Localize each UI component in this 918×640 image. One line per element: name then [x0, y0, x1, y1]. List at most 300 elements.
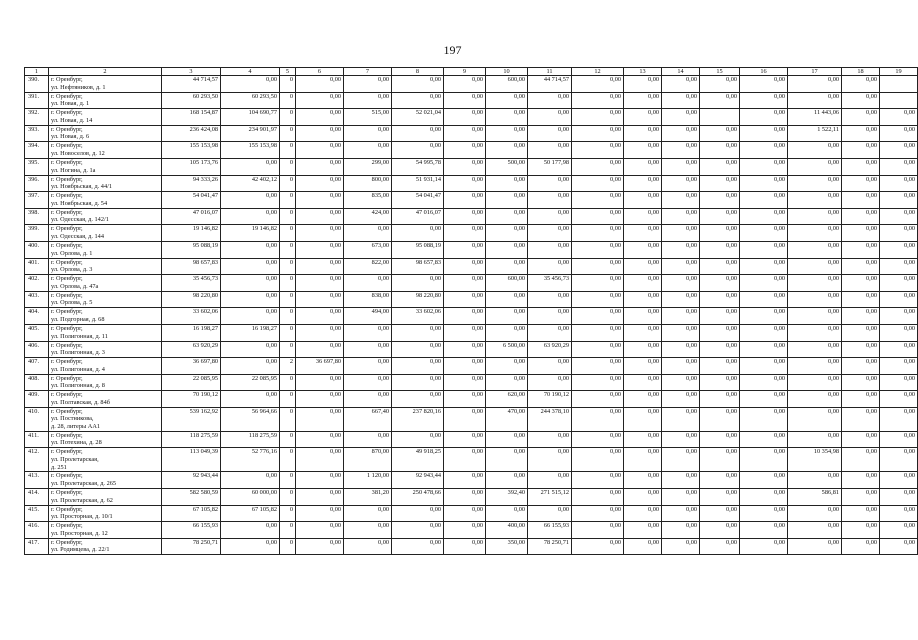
value-cell: 0,00: [486, 92, 528, 109]
value-cell: 0,00: [662, 448, 700, 472]
table-row: [25, 125, 918, 142]
value-cell: 0,00: [842, 391, 880, 408]
value-cell: 236 424,08: [162, 125, 221, 142]
value-cell: 0: [280, 505, 296, 522]
value-cell: 838,00: [344, 291, 392, 308]
value-cell: 0,00: [624, 241, 662, 258]
value-cell: 0,00: [662, 92, 700, 109]
value-cell: 0,00: [444, 291, 486, 308]
address-cell: [49, 448, 162, 472]
value-cell: 0,00: [624, 431, 662, 448]
value-cell: 0,00: [740, 407, 788, 431]
value-cell: 63 920,29: [528, 341, 572, 358]
value-cell: 155 153,98: [162, 142, 221, 159]
value-cell: 98 220,80: [392, 291, 444, 308]
value-cell: 0,00: [740, 192, 788, 209]
value-cell: 0,00: [700, 192, 740, 209]
table-row: [25, 538, 918, 555]
address-line: ул. Подгорная, д. 68: [51, 315, 105, 323]
column-number-cell: 17: [788, 68, 842, 76]
address-cell: [49, 192, 162, 209]
value-cell: 16 198,27: [162, 324, 221, 341]
value-cell: 0,00: [572, 308, 624, 325]
column-number-cell: 19: [880, 68, 918, 76]
value-cell: 0,00: [880, 275, 918, 292]
value-cell: 0,00: [444, 522, 486, 539]
value-cell: 0: [280, 125, 296, 142]
value-cell: 0,00: [296, 109, 344, 126]
address-cell: [49, 431, 162, 448]
value-cell: 0,00: [344, 125, 392, 142]
value-cell: 0,00: [842, 358, 880, 375]
value-cell: 0,00: [486, 241, 528, 258]
value-cell: 0,00: [572, 431, 624, 448]
value-cell: 0,00: [740, 324, 788, 341]
value-cell: 0,00: [344, 275, 392, 292]
row-index: 406.: [25, 341, 49, 358]
column-number-row: [25, 68, 918, 76]
value-cell: 0,00: [740, 341, 788, 358]
address-cell: [49, 158, 162, 175]
address-cell: [49, 241, 162, 258]
value-cell: 19 146,82: [162, 225, 221, 242]
value-cell: 0,00: [296, 125, 344, 142]
address-line: ул. Ноябрьская, д. 54: [51, 199, 108, 207]
value-cell: 0,00: [740, 472, 788, 489]
value-cell: 0,00: [740, 291, 788, 308]
address-line: г. Оренбург,: [51, 291, 83, 299]
value-cell: 0,00: [662, 358, 700, 375]
value-cell: 237 820,16: [392, 407, 444, 431]
value-cell: 6 500,00: [486, 341, 528, 358]
value-cell: 0,00: [444, 125, 486, 142]
value-cell: 0,00: [788, 308, 842, 325]
value-cell: 0,00: [221, 158, 280, 175]
table-row: [25, 324, 918, 341]
value-cell: 0,00: [444, 308, 486, 325]
value-cell: 0,00: [572, 258, 624, 275]
value-cell: 0,00: [572, 407, 624, 431]
value-cell: 0,00: [528, 308, 572, 325]
value-cell: 0,00: [880, 358, 918, 375]
address-line: г. Оренбург,: [51, 208, 83, 216]
address-cell: [49, 505, 162, 522]
value-cell: 0,00: [700, 538, 740, 555]
value-cell: 0,00: [572, 472, 624, 489]
value-cell: 0,00: [788, 76, 842, 93]
value-cell: 0,00: [662, 522, 700, 539]
value-cell: 0: [280, 489, 296, 506]
value-cell: 234 901,97: [221, 125, 280, 142]
row-index: 415.: [25, 505, 49, 522]
value-cell: 673,00: [344, 241, 392, 258]
value-cell: 0,00: [296, 76, 344, 93]
value-cell: 0: [280, 158, 296, 175]
value-cell: 0,00: [296, 291, 344, 308]
value-cell: 0,00: [392, 374, 444, 391]
value-cell: 0,00: [662, 225, 700, 242]
value-cell: 0,00: [842, 109, 880, 126]
value-cell: 0,00: [842, 448, 880, 472]
address-cell: [49, 391, 162, 408]
value-cell: 47 016,07: [162, 208, 221, 225]
value-cell: 0,00: [572, 489, 624, 506]
value-cell: 0,00: [842, 472, 880, 489]
table-row: [25, 522, 918, 539]
table-row: [25, 291, 918, 308]
value-cell: 0,00: [700, 125, 740, 142]
value-cell: 0,00: [842, 291, 880, 308]
address-cell: [49, 109, 162, 126]
address-line: г. Оренбург,: [51, 341, 83, 349]
column-number-cell: 11: [528, 68, 572, 76]
value-cell: 0,00: [880, 538, 918, 555]
address-line: ул. Постникова,: [51, 415, 94, 423]
value-cell: 600,00: [486, 275, 528, 292]
value-cell: 0,00: [572, 448, 624, 472]
value-cell: 0,00: [788, 324, 842, 341]
table-row: [25, 208, 918, 225]
value-cell: 0,00: [740, 158, 788, 175]
row-index: 395.: [25, 158, 49, 175]
address-line: г. Оренбург,: [51, 308, 83, 316]
table-row: [25, 76, 918, 93]
value-cell: 1 522,11: [788, 125, 842, 142]
value-cell: 0,00: [740, 175, 788, 192]
data-table: [24, 67, 918, 555]
value-cell: 56 964,66: [221, 407, 280, 431]
value-cell: 244 378,10: [528, 407, 572, 431]
value-cell: 35 456,73: [528, 275, 572, 292]
value-cell: 0,00: [221, 358, 280, 375]
value-cell: 0,00: [572, 341, 624, 358]
value-cell: 0,00: [624, 225, 662, 242]
column-number-cell: 1: [25, 68, 49, 76]
value-cell: 250 478,66: [392, 489, 444, 506]
value-cell: 0,00: [788, 142, 842, 159]
value-cell: 0,00: [662, 341, 700, 358]
value-cell: 0,00: [296, 308, 344, 325]
value-cell: 60 293,50: [221, 92, 280, 109]
value-cell: 0,00: [700, 308, 740, 325]
value-cell: 0,00: [624, 308, 662, 325]
page-number: 197: [443, 43, 462, 57]
value-cell: 0,00: [296, 208, 344, 225]
value-cell: 0,00: [880, 374, 918, 391]
address-line: г. Оренбург,: [51, 92, 83, 100]
table-row: [25, 374, 918, 391]
address-line: г. Оренбург,: [51, 258, 83, 266]
value-cell: 0,00: [880, 192, 918, 209]
value-cell: 0,00: [842, 341, 880, 358]
address-line: г. Оренбург,: [51, 241, 83, 249]
value-cell: 0,00: [788, 472, 842, 489]
table-row: [25, 258, 918, 275]
value-cell: 0,00: [842, 308, 880, 325]
value-cell: 0,00: [444, 448, 486, 472]
value-cell: 0,00: [624, 158, 662, 175]
value-cell: 0,00: [296, 92, 344, 109]
value-cell: 0,00: [624, 109, 662, 126]
address-cell: [49, 489, 162, 506]
value-cell: 0,00: [221, 341, 280, 358]
value-cell: 50 177,98: [528, 158, 572, 175]
value-cell: 0,00: [662, 192, 700, 209]
address-line: ул. Новая, д. 1: [51, 100, 90, 108]
address-line: ул. Пролетарская,: [51, 456, 99, 464]
value-cell: 0,00: [842, 158, 880, 175]
value-cell: 0,00: [221, 391, 280, 408]
value-cell: 0,00: [662, 505, 700, 522]
value-cell: 42 402,12: [221, 175, 280, 192]
value-cell: 0,00: [444, 391, 486, 408]
value-cell: 0,00: [486, 431, 528, 448]
value-cell: 494,00: [344, 308, 392, 325]
value-cell: 0,00: [296, 407, 344, 431]
value-cell: 0,00: [444, 538, 486, 555]
value-cell: 0,00: [700, 358, 740, 375]
value-cell: 0,00: [662, 291, 700, 308]
value-cell: 0,00: [572, 374, 624, 391]
value-cell: 0,00: [662, 324, 700, 341]
value-cell: 0,00: [221, 208, 280, 225]
address-cell: [49, 472, 162, 489]
value-cell: 0,00: [528, 109, 572, 126]
value-cell: 0,00: [700, 472, 740, 489]
address-line: ул. Просторная, д. 10/1: [51, 513, 113, 521]
value-cell: 0,00: [624, 142, 662, 159]
value-cell: 539 162,92: [162, 407, 221, 431]
value-cell: 11 443,06: [788, 109, 842, 126]
value-cell: 0: [280, 472, 296, 489]
value-cell: 0: [280, 324, 296, 341]
value-cell: 0,00: [572, 76, 624, 93]
value-cell: 0,00: [296, 341, 344, 358]
address-cell: [49, 142, 162, 159]
value-cell: 424,00: [344, 208, 392, 225]
value-cell: 0,00: [880, 158, 918, 175]
value-cell: 0,00: [700, 324, 740, 341]
value-cell: 0,00: [344, 92, 392, 109]
address-line: ул. Полигонная, д. 8: [51, 382, 105, 390]
value-cell: 0,00: [700, 489, 740, 506]
value-cell: 0,00: [572, 391, 624, 408]
address-line: г. Оренбург,: [51, 407, 83, 415]
value-cell: 0,00: [486, 308, 528, 325]
value-cell: 0: [280, 225, 296, 242]
address-line: д. 28, литеры АА1: [51, 423, 101, 431]
value-cell: 0: [280, 538, 296, 555]
value-cell: 0,00: [662, 109, 700, 126]
value-cell: 0,00: [788, 258, 842, 275]
value-cell: 0,00: [528, 324, 572, 341]
value-cell: 0,00: [662, 125, 700, 142]
value-cell: 0,00: [740, 208, 788, 225]
column-number-cell: 13: [624, 68, 662, 76]
address-cell: [49, 308, 162, 325]
value-cell: 0,00: [486, 374, 528, 391]
address-line: ул. Новая, д. 14: [51, 116, 93, 124]
address-line: г. Оренбург,: [51, 175, 83, 183]
value-cell: 0,00: [444, 489, 486, 506]
value-cell: 0,00: [662, 431, 700, 448]
value-cell: 350,00: [486, 538, 528, 555]
value-cell: 0,00: [572, 291, 624, 308]
value-cell: 0,00: [444, 341, 486, 358]
value-cell: 0,00: [572, 158, 624, 175]
value-cell: 0,00: [486, 125, 528, 142]
value-cell: 0,00: [624, 374, 662, 391]
value-cell: 0,00: [486, 175, 528, 192]
value-cell: 0,00: [486, 109, 528, 126]
value-cell: 22 085,95: [221, 374, 280, 391]
column-number-cell: 5: [280, 68, 296, 76]
value-cell: 0,00: [842, 192, 880, 209]
value-cell: 0,00: [788, 341, 842, 358]
value-cell: 0,00: [880, 407, 918, 431]
value-cell: 0,00: [572, 538, 624, 555]
value-cell: 52 776,16: [221, 448, 280, 472]
value-cell: 0,00: [624, 341, 662, 358]
value-cell: 0,00: [788, 175, 842, 192]
value-cell: 0,00: [572, 324, 624, 341]
value-cell: 0,00: [296, 472, 344, 489]
value-cell: 0,00: [344, 76, 392, 93]
value-cell: 0,00: [572, 125, 624, 142]
value-cell: 0,00: [528, 92, 572, 109]
value-cell: 0,00: [700, 391, 740, 408]
value-cell: 118 275,59: [221, 431, 280, 448]
value-cell: 0,00: [740, 125, 788, 142]
address-line: г. Оренбург,: [51, 275, 83, 283]
address-line: ул. Полигонная, д. 11: [51, 332, 108, 340]
value-cell: 0,00: [662, 407, 700, 431]
address-line: г. Оренбург,: [51, 448, 83, 456]
address-line: г. Оренбург,: [51, 472, 83, 480]
address-line: ул. Полигонная, д. 3: [51, 349, 105, 357]
value-cell: 0,00: [624, 275, 662, 292]
value-cell: 620,00: [486, 391, 528, 408]
value-cell: 0: [280, 76, 296, 93]
value-cell: 0,00: [788, 241, 842, 258]
address-line: ул. Пролетарская, д. 62: [51, 496, 113, 504]
value-cell: 0,00: [296, 538, 344, 555]
value-cell: 0,00: [740, 258, 788, 275]
table-row: [25, 275, 918, 292]
value-cell: 0,00: [296, 391, 344, 408]
address-line: ул. Пролетарская, д. 265: [51, 480, 117, 488]
value-cell: 0,00: [842, 374, 880, 391]
value-cell: 51 931,14: [392, 175, 444, 192]
value-cell: 0,00: [572, 505, 624, 522]
table-row: [25, 407, 918, 431]
value-cell: 92 943,44: [162, 472, 221, 489]
table-row: [25, 142, 918, 159]
value-cell: 70 190,12: [162, 391, 221, 408]
value-cell: 10 354,98: [788, 448, 842, 472]
value-cell: 0,00: [662, 142, 700, 159]
address-line: г. Оренбург,: [51, 374, 83, 382]
table-row: [25, 308, 918, 325]
value-cell: 0,00: [700, 291, 740, 308]
value-cell: 0,00: [740, 109, 788, 126]
row-index: 397.: [25, 192, 49, 209]
value-cell: 0,00: [296, 505, 344, 522]
address-line: ул. Просторная, д. 12: [51, 529, 108, 537]
address-line: ул. Полигонная, д. 4: [51, 365, 105, 373]
value-cell: 0,00: [528, 358, 572, 375]
value-cell: 0,00: [444, 505, 486, 522]
address-line: ул. Ногина, д. 1а: [51, 166, 96, 174]
row-index: 398.: [25, 208, 49, 225]
address-line: ул. Орлова, д. 3: [51, 266, 93, 274]
value-cell: 0,00: [486, 258, 528, 275]
value-cell: 400,00: [486, 522, 528, 539]
table-row: [25, 192, 918, 209]
value-cell: 16 198,27: [221, 324, 280, 341]
value-cell: 0,00: [700, 448, 740, 472]
value-cell: 0,00: [880, 489, 918, 506]
value-cell: 0: [280, 109, 296, 126]
table-row: [25, 109, 918, 126]
column-number-cell: 16: [740, 68, 788, 76]
value-cell: 0,00: [296, 158, 344, 175]
value-cell: 0,00: [344, 142, 392, 159]
address-line: г. Оренбург,: [51, 225, 83, 233]
value-cell: 0,00: [842, 76, 880, 93]
column-number-cell: 10: [486, 68, 528, 76]
value-cell: 0,00: [486, 448, 528, 472]
row-index: 409.: [25, 391, 49, 408]
value-cell: 66 155,93: [528, 522, 572, 539]
value-cell: 0,00: [392, 522, 444, 539]
value-cell: 0,00: [662, 76, 700, 93]
value-cell: 0,00: [528, 448, 572, 472]
value-cell: 0,00: [842, 142, 880, 159]
value-cell: 35 456,73: [162, 275, 221, 292]
value-cell: 0,00: [392, 76, 444, 93]
address-cell: [49, 92, 162, 109]
address-line: ул. Одесская, д. 144: [51, 232, 104, 240]
value-cell: 0,00: [624, 175, 662, 192]
value-cell: 33 602,06: [162, 308, 221, 325]
address-line: г. Оренбург,: [51, 538, 83, 546]
address-cell: [49, 358, 162, 375]
value-cell: 0,00: [842, 505, 880, 522]
value-cell: 0,00: [344, 374, 392, 391]
value-cell: 0,00: [880, 109, 918, 126]
value-cell: 94 333,26: [162, 175, 221, 192]
row-index: 392.: [25, 109, 49, 126]
value-cell: 0,00: [700, 208, 740, 225]
address-line: г. Оренбург,: [51, 391, 83, 399]
address-line: ул. Родимцева, д. 22/1: [51, 546, 110, 554]
value-cell: 0,00: [842, 489, 880, 506]
value-cell: 0,00: [444, 472, 486, 489]
value-cell: 0: [280, 142, 296, 159]
address-cell: [49, 208, 162, 225]
value-cell: 0,00: [392, 324, 444, 341]
value-cell: 22 085,95: [162, 374, 221, 391]
address-line: ул. Новоселов, д. 12: [51, 149, 105, 157]
value-cell: 0,00: [486, 192, 528, 209]
value-cell: 0: [280, 241, 296, 258]
value-cell: 118 275,59: [162, 431, 221, 448]
value-cell: 0,00: [344, 391, 392, 408]
value-cell: 271 515,12: [528, 489, 572, 506]
address-line: ул. Потехина, д. 28: [51, 439, 102, 447]
value-cell: 98 220,80: [162, 291, 221, 308]
